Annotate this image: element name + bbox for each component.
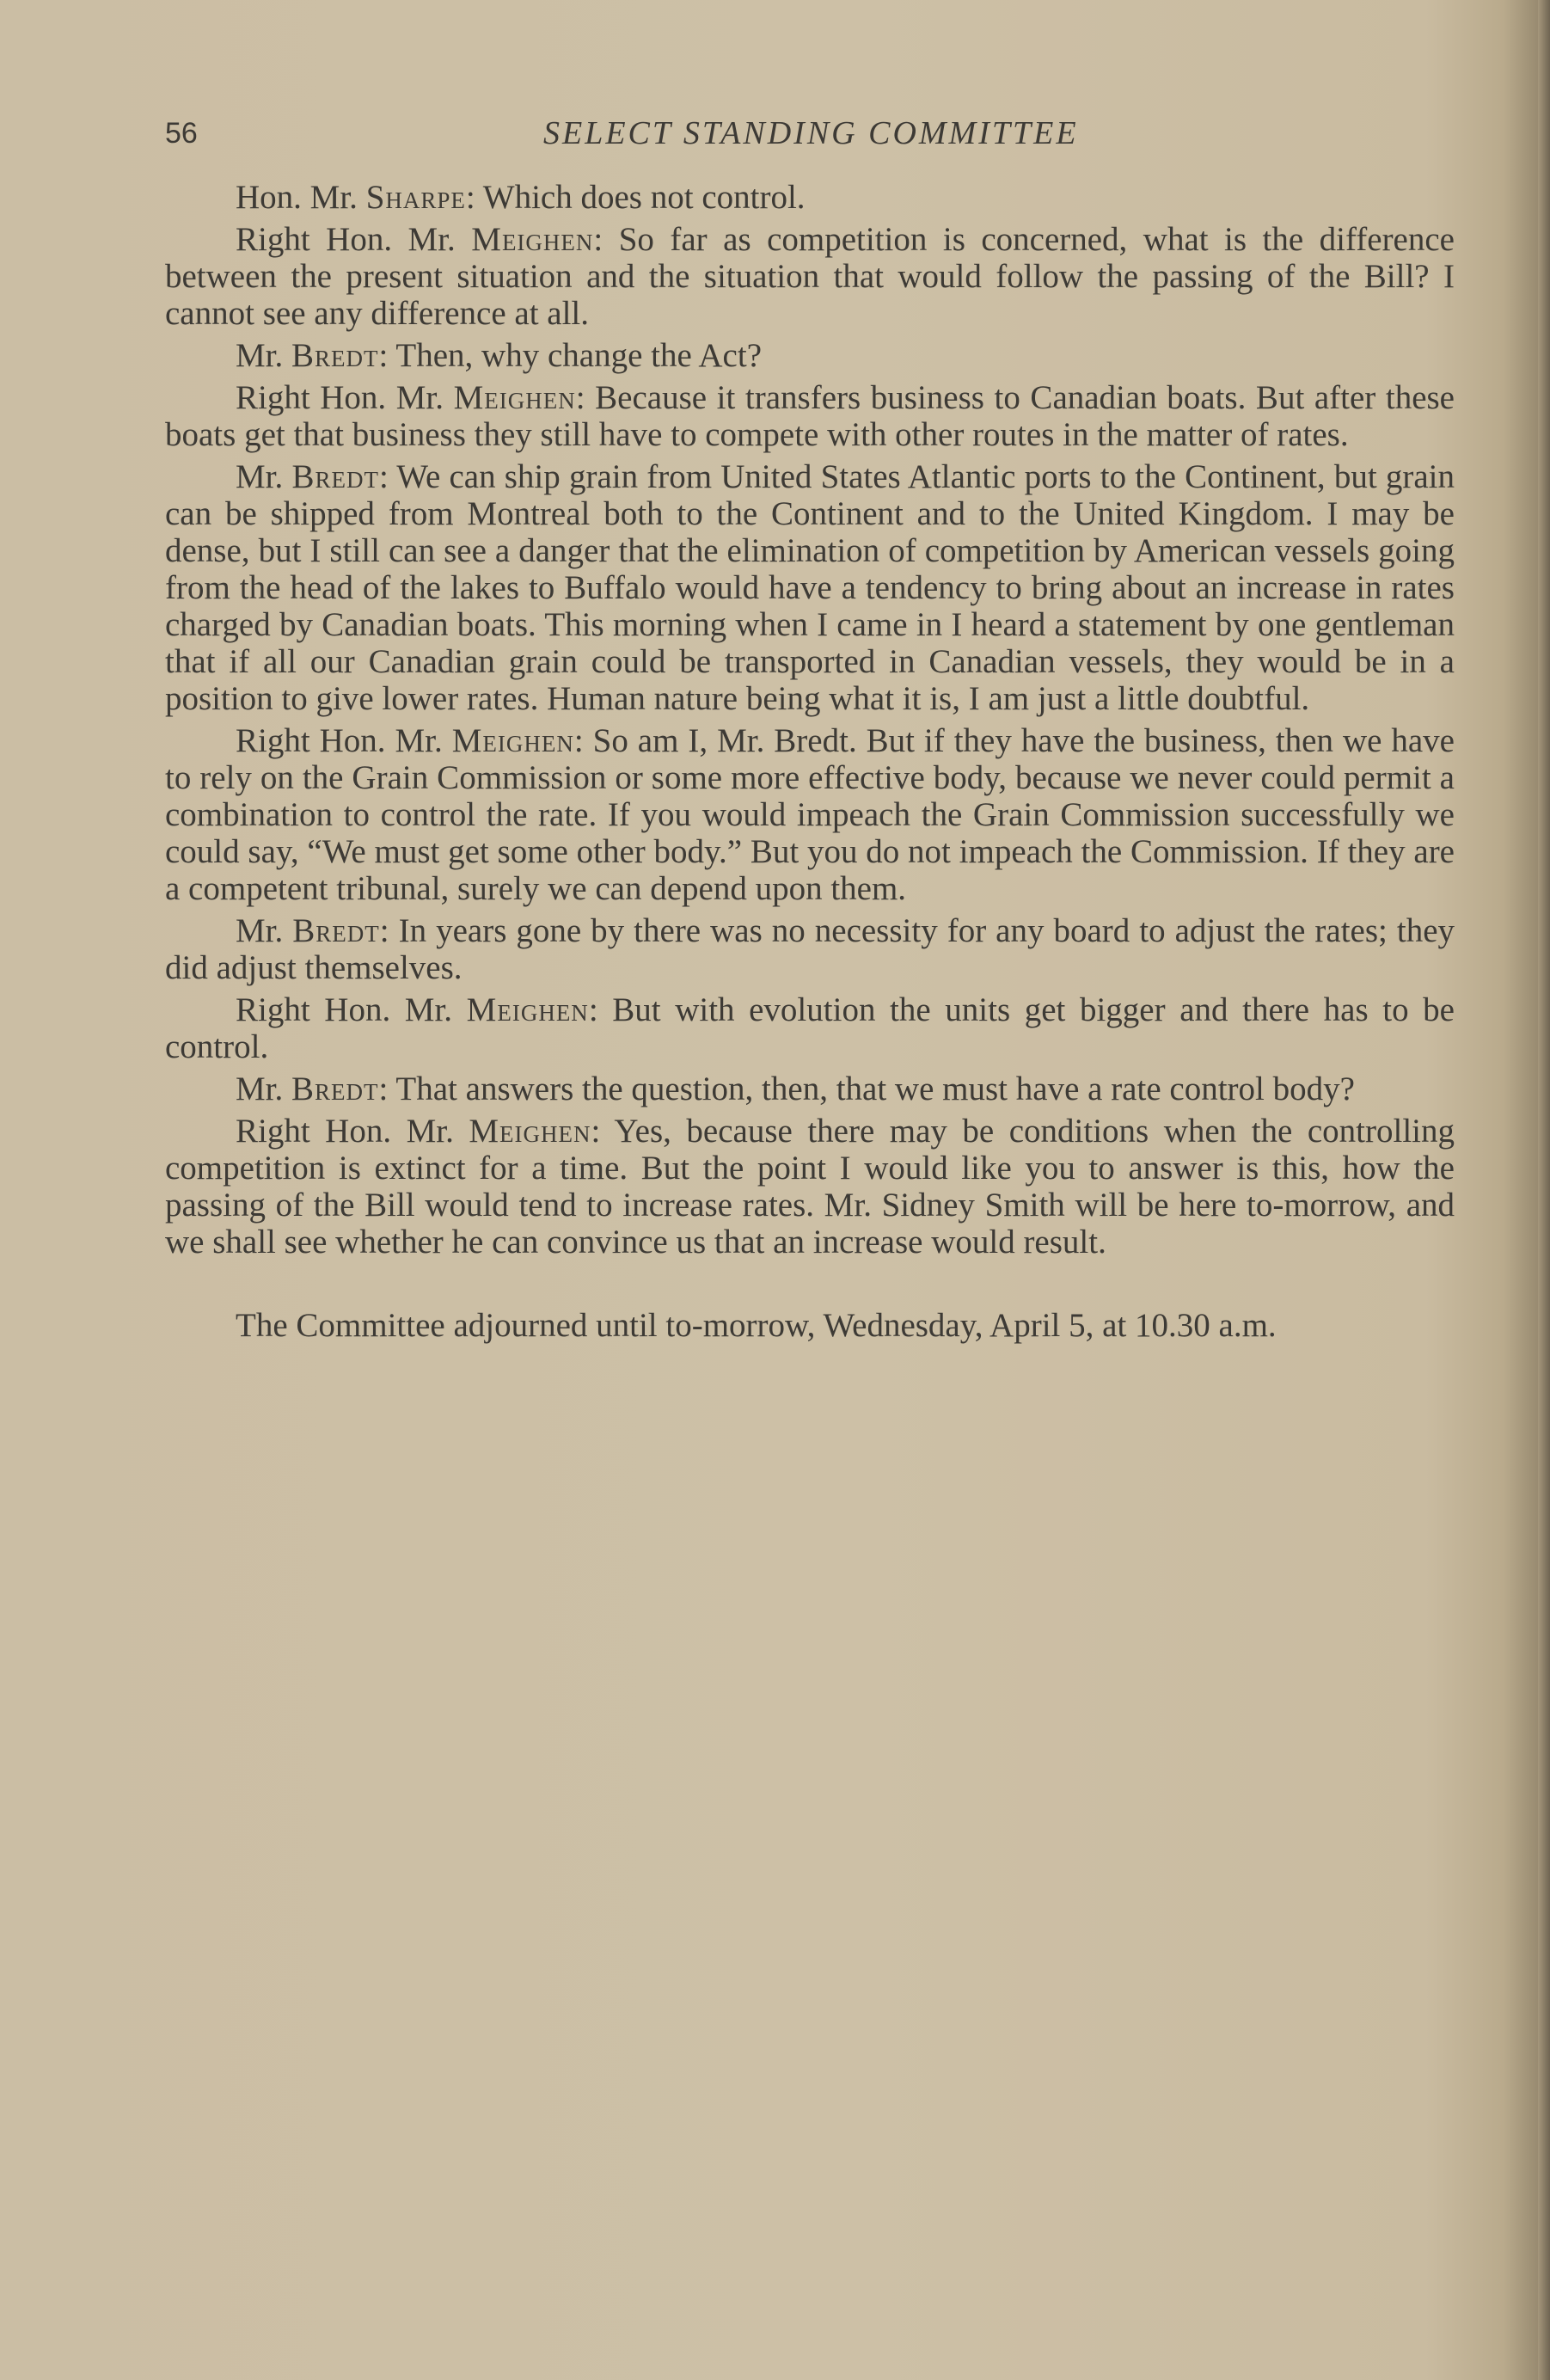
speech-paragraph (165, 722, 1455, 907)
speaker-name: Meighen (451, 722, 574, 759)
speaker-name: Sharpe (365, 179, 466, 216)
transcript-body (165, 179, 1455, 1349)
speech-paragraph (165, 337, 1455, 374)
speaker-name: Bredt (292, 912, 380, 949)
speaker-title: Mr. (236, 912, 293, 949)
speaker-name: Meighen (469, 1113, 591, 1150)
speaker-name: Bredt (291, 337, 379, 374)
speech-text: : Because it transfers business to Canadian boats. But after these boats get that business they still have to compete with other routes in the matter of rates. (165, 379, 1455, 453)
speech-text: : Then, why change the Act? (378, 337, 763, 374)
speaker-title: Mr. (236, 337, 292, 374)
speaker-name: Bredt (291, 1070, 379, 1107)
speaker-title: Mr. (236, 458, 292, 495)
speech-text: : We can ship grain from United States Atlantic ports to the Continent, but grain can be shipped from Montreal both to the Continent and to the United Kingdom. I may be dense, but I still can see a danger that the elimination of competition by American vessels going from the head of the lakes to Buffalo would have a tendency to bring about an increase in rates charged by Canadian boats. This morning when I came in I heard a statement by one gentleman that if all our Canadian grain could be transported in Canadian vessels, they would be in a position to give lower rates. Human nature being what it is, I am just a little doubtful. (165, 458, 1455, 717)
speaker-title: Right Hon. Mr. (236, 991, 467, 1028)
speech-paragraph (165, 458, 1455, 717)
running-head: SELECT STANDING COMMITTEE (543, 115, 1079, 151)
page-header (165, 110, 1455, 156)
speech-text: : Yes, because there may be conditions when the controlling competition is extinct for a time. But the point I would like you to answer is this, how the passing of the Bill would tend to increase rates. Mr. Sidney Smith will be here to-morrow, and we shall see whether he can convince us that an increase would result. (165, 1113, 1455, 1261)
speech-text: : In years gone by there was no necessity for any board to adjust the rates; they did adjust themselves. (165, 912, 1455, 986)
speaker-name: Meighen (453, 379, 576, 416)
speaker-title: Hon. Mr. (236, 179, 366, 216)
speech-paragraph (165, 221, 1455, 332)
speaker-title: Right Hon. Mr. (236, 221, 472, 258)
speech-paragraph (165, 991, 1455, 1065)
speaker-title: Right Hon. Mr. (236, 722, 452, 759)
speaker-name: Meighen (466, 991, 589, 1028)
speaker-title: Right Hon. Mr. (236, 379, 454, 416)
speech-text: : Which does not control. (465, 179, 806, 216)
speech-text: : So am I, Mr. Bredt. But if they have the business, then we have to rely on the Grain Commission or some more effective body, because we never could permit a combination to control the rate. If you would impeach the Grain Commission successfully we could say, “We must get some other body.” But you do not impeach the Commission. If they are a competent tribunal, surely we can depend upon them. (165, 722, 1455, 907)
speaker-name: Bredt (291, 458, 379, 495)
page-number: 56 (165, 117, 198, 150)
speech-paragraph (165, 179, 1455, 216)
speech-text: : But with evolution the units get bigger and there has to be control. (165, 991, 1455, 1065)
speech-paragraph (165, 1113, 1455, 1261)
speech-paragraph (165, 379, 1455, 453)
speaker-name: Meighen (471, 221, 594, 258)
speech-text: : So far as competition is concerned, what is the difference between the present situation and the situation that would follow the passing of the Bill? I cannot see any difference at all. (165, 221, 1455, 332)
speech-paragraph (165, 1070, 1455, 1107)
speech-paragraph (165, 912, 1455, 986)
speaker-title: Right Hon. Mr. (236, 1113, 469, 1150)
page-edge-shadow (1538, 0, 1550, 2380)
speaker-title: Mr. (236, 1070, 292, 1107)
speech-text: : That answers the question, then, that we must have a rate control body? (378, 1070, 1355, 1107)
adjournment-note: The Committee adjourned until to-morrow, Wednesday, April 5, at 10.30 a.m. (236, 1307, 1277, 1344)
